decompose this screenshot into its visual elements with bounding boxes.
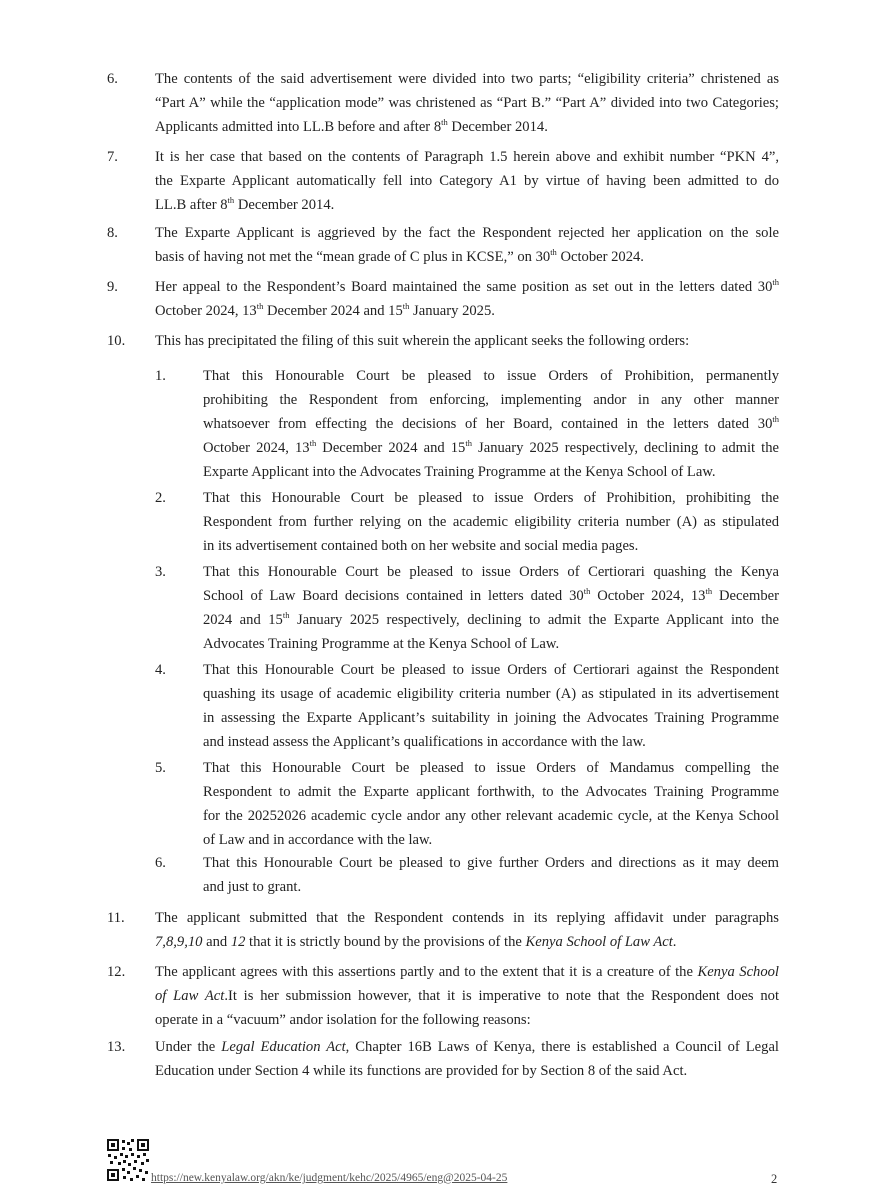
order-item-2-number: 2. xyxy=(155,490,166,506)
paragraph-13-number: 13. xyxy=(107,1039,126,1055)
paragraph-12-number: 12. xyxy=(107,964,126,980)
text-line: of Law and in accordance with the law. xyxy=(203,832,433,848)
paragraph-8-number: 8. xyxy=(107,225,118,241)
order-item-6-text xyxy=(203,851,779,899)
text-line: Advocates Training Programme at the Kenya School of Law. xyxy=(203,636,560,652)
paragraph-7-text xyxy=(155,145,779,217)
text-line: basis of having not met the “mean grade of C plus in KCSE,” on 30th October 2024. xyxy=(155,247,644,265)
order-item-6-number: 6. xyxy=(155,855,166,871)
text-line: for the 20252026 academic cycle andor any other relevant academic cycle, at the Kenya School xyxy=(203,808,779,824)
text-line: prohibiting the Respondent from enforcing, implementing andor in any other manner xyxy=(203,392,779,408)
paragraph-9-number: 9. xyxy=(107,279,118,295)
paragraph-7-number: 7. xyxy=(107,149,118,165)
order-item-5-number: 5. xyxy=(155,760,166,776)
order-item-1-number: 1. xyxy=(155,368,166,384)
paragraph-8-text xyxy=(155,221,779,269)
text-line: Exparte Applicant into the Advocates Training Programme at the Kenya School of Law. xyxy=(203,464,716,480)
text-line: in its advertisement contained both on her website and social media pages. xyxy=(203,538,639,554)
paragraph-6-text xyxy=(155,67,779,139)
text-line: October 2024, 13th December 2024 and 15th January 2025 respectively, declining to admit the xyxy=(203,438,780,456)
qr-code-icon xyxy=(106,1138,150,1182)
text-line: October 2024, 13th December 2024 and 15th January 2025. xyxy=(155,301,495,319)
text-line: That this Honourable Court be pleased to issue Orders of Certiorari quashing the Kenya xyxy=(203,564,779,580)
text-line: School of Law Board decisions contained in letters dated 30th October 2024, 13th December xyxy=(203,586,779,604)
paragraph-11-number: 11. xyxy=(107,910,125,926)
text-line: That this Honourable Court be pleased to issue Orders of Certiorari against the Respondent xyxy=(203,662,779,678)
paragraph-10-number: 10. xyxy=(107,333,126,349)
text-line: operate in a “vacuum” andor isolation for the following reasons: xyxy=(155,1012,531,1028)
text-line: whatsoever from effecting the decisions of her Board, contained in the letters dated 30th xyxy=(203,414,779,432)
text-line: of Law Act.It is her submission however, that it is imperative to note that the Respondent does not xyxy=(155,988,780,1004)
order-item-5-text xyxy=(203,756,779,852)
text-line: That this Honourable Court be pleased to issue Orders of Prohibition, prohibiting the xyxy=(203,490,779,506)
text-line: in assessing the Exparte Applicant’s suitability in joining the Advocates Training Programme xyxy=(203,710,779,726)
paragraph-10-text xyxy=(155,329,779,353)
text-line: Respondent from further relying on the academic eligibility criteria number (A) as stipulated xyxy=(203,514,779,530)
order-item-3-number: 3. xyxy=(155,564,166,580)
text-line: “Part A” while the “application mode” was christened as “Part B.” “Part A” divided into two Categories; xyxy=(155,95,779,111)
page-number: 2 xyxy=(771,1172,778,1186)
paragraph-12-text xyxy=(155,960,779,1032)
order-item-2-text xyxy=(203,486,779,558)
judgment-url-link[interactable]: https://new.kenyalaw.org/akn/ke/judgment/kehc/2025/4965/eng@2025-04-25 xyxy=(151,1172,508,1184)
text-line: the Exparte Applicant automatically fell into Category A1 by virtue of having been admitted to do xyxy=(155,173,779,189)
paragraph-6-number: 6. xyxy=(107,71,118,87)
order-item-4-number: 4. xyxy=(155,662,166,678)
text-line: 2024 and 15th January 2025 respectively, declining to admit the Exparte Applicant into the xyxy=(203,610,779,628)
order-item-4-text xyxy=(203,658,779,754)
text-line: That this Honourable Court be pleased to issue Orders of Mandamus compelling the xyxy=(203,760,779,776)
text-line: quashing its usage of academic eligibility criteria number (A) as stipulated in its advertisement xyxy=(203,686,779,702)
paragraph-13-text xyxy=(155,1035,779,1083)
text-line: The applicant submitted that the Respondent contends in its replying affidavit under paragraphs xyxy=(155,910,779,926)
order-item-3-text xyxy=(203,560,779,656)
text-line: LL.B after 8th December 2014. xyxy=(155,195,335,213)
text-line: The contents of the said advertisement were divided into two parts; “eligibility criteria” christened as xyxy=(155,71,779,87)
paragraph-11-text xyxy=(155,906,779,954)
text-line: Education under Section 4 while its functions are provided for by Section 8 of the said Act. xyxy=(155,1063,688,1079)
text-line: and just to grant. xyxy=(203,879,302,895)
text-line: and instead assess the Applicant’s qualifications in accordance with the law. xyxy=(203,734,646,750)
text-line: Her appeal to the Respondent’s Board maintained the same position as set out in the letters dated 30th xyxy=(155,277,779,295)
text-line: That this Honourable Court be pleased to give further Orders and directions as it may deem xyxy=(203,855,779,871)
text-line: The Exparte Applicant is aggrieved by the fact the Respondent rejected her application on the sole xyxy=(155,225,779,241)
text-line: 7,8,9,10 and 12 that it is strictly bound by the provisions of the Kenya School of Law Act. xyxy=(155,934,677,950)
text-line: That this Honourable Court be pleased to issue Orders of Prohibition, permanently xyxy=(203,368,779,384)
text-line: The applicant agrees with this assertions partly and to the extent that it is a creature of the Kenya School xyxy=(155,964,779,980)
text-line: This has precipitated the filing of this suit wherein the applicant seeks the following orders: xyxy=(155,333,690,349)
text-line: It is her case that based on the contents of Paragraph 1.5 herein above and exhibit number “PKN 4”, xyxy=(155,149,779,165)
text-line: Applicants admitted into LL.B before and after 8th December 2014. xyxy=(155,117,548,135)
paragraph-9-text xyxy=(155,275,779,323)
text-line: Respondent to admit the Exparte applicant forthwith, to the Advocates Training Programme xyxy=(203,784,779,800)
order-item-1-text xyxy=(203,364,779,484)
text-line: Under the Legal Education Act, Chapter 16B Laws of Kenya, there is established a Council of Legal xyxy=(155,1039,779,1055)
